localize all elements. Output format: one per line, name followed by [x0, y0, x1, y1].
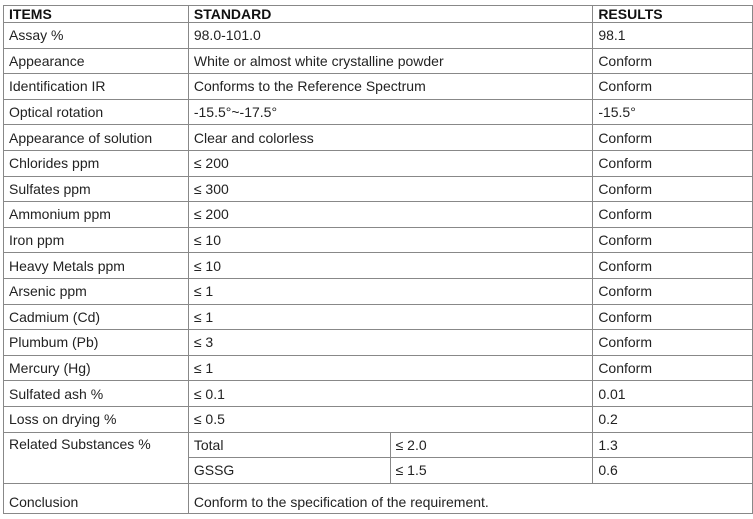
table-row	[4, 227, 753, 253]
result-cell: 0.01	[593, 381, 753, 407]
table-row	[4, 99, 753, 125]
sub-limit-cell: ≤ 2.0	[390, 432, 593, 458]
standard-cell: ≤ 0.1	[188, 381, 592, 407]
item-cell: Appearance	[4, 48, 189, 74]
result-cell: 98.1	[593, 23, 753, 49]
table-row	[4, 176, 753, 202]
item-cell: Iron ppm	[4, 227, 189, 253]
item-cell: Sulfates ppm	[4, 176, 189, 202]
related-substances-cell: Related Substances %	[4, 432, 189, 483]
standard-cell: ≤ 200	[188, 150, 592, 176]
result-cell: Conform	[593, 330, 753, 356]
item-cell: Arsenic ppm	[4, 278, 189, 304]
header-results: RESULTS	[593, 6, 753, 23]
result-cell: Conform	[593, 253, 753, 279]
table-row	[4, 23, 753, 49]
table-row	[4, 74, 753, 100]
table-row	[4, 202, 753, 228]
table-row	[4, 330, 753, 356]
result-cell: Conform	[593, 48, 753, 74]
item-cell: Cadmium (Cd)	[4, 304, 189, 330]
standard-cell: ≤ 10	[188, 253, 592, 279]
result-cell: Conform	[593, 355, 753, 381]
conclusion-label: Conclusion	[4, 483, 189, 513]
result-cell: Conform	[593, 150, 753, 176]
result-cell: 0.2	[593, 406, 753, 432]
result-cell: Conform	[593, 176, 753, 202]
table-row	[4, 48, 753, 74]
header-standard: STANDARD	[188, 6, 592, 23]
item-cell: Sulfated ash %	[4, 381, 189, 407]
table-row	[4, 381, 753, 407]
conclusion-text: Conform to the specification of the requirement.	[188, 483, 752, 513]
item-cell: Appearance of solution	[4, 125, 189, 151]
item-cell: Optical rotation	[4, 99, 189, 125]
result-cell: Conform	[593, 227, 753, 253]
item-cell: Heavy Metals ppm	[4, 253, 189, 279]
result-cell: -15.5°	[593, 99, 753, 125]
standard-cell: ≤ 0.5	[188, 406, 592, 432]
specification-table	[3, 5, 753, 514]
standard-cell: 98.0-101.0	[188, 23, 592, 49]
item-cell: Loss on drying %	[4, 406, 189, 432]
standard-cell: ≤ 1	[188, 304, 592, 330]
standard-cell: ≤ 1	[188, 355, 592, 381]
table-row	[4, 304, 753, 330]
result-cell: 1.3	[593, 432, 753, 458]
standard-cell: ≤ 200	[188, 202, 592, 228]
table-row	[4, 253, 753, 279]
item-cell: Chlorides ppm	[4, 150, 189, 176]
result-cell: Conform	[593, 74, 753, 100]
item-cell: Mercury (Hg)	[4, 355, 189, 381]
standard-cell: ≤ 1	[188, 278, 592, 304]
standard-cell: White or almost white crystalline powder	[188, 48, 592, 74]
sub-limit-cell: ≤ 1.5	[390, 458, 593, 484]
result-cell: 0.6	[593, 458, 753, 484]
table-row	[4, 406, 753, 432]
standard-cell: ≤ 3	[188, 330, 592, 356]
result-cell: Conform	[593, 125, 753, 151]
result-cell: Conform	[593, 202, 753, 228]
result-cell: Conform	[593, 304, 753, 330]
table-row	[4, 355, 753, 381]
table-row	[4, 125, 753, 151]
table-body	[4, 23, 753, 514]
conclusion-row	[4, 483, 753, 513]
table-row	[4, 150, 753, 176]
item-cell: Plumbum (Pb)	[4, 330, 189, 356]
standard-cell: ≤ 10	[188, 227, 592, 253]
header-row	[4, 6, 753, 23]
table-row	[4, 278, 753, 304]
standard-cell: -15.5°~-17.5°	[188, 99, 592, 125]
related-row-total	[4, 432, 753, 458]
standard-cell: ≤ 300	[188, 176, 592, 202]
sub-name-cell: GSSG	[188, 458, 390, 484]
item-cell: Ammonium ppm	[4, 202, 189, 228]
item-cell: Identification IR	[4, 74, 189, 100]
result-cell: Conform	[593, 278, 753, 304]
standard-cell: Clear and colorless	[188, 125, 592, 151]
sub-name-cell: Total	[188, 432, 390, 458]
item-cell: Assay %	[4, 23, 189, 49]
standard-cell: Conforms to the Reference Spectrum	[188, 74, 592, 100]
header-items: ITEMS	[4, 6, 189, 23]
